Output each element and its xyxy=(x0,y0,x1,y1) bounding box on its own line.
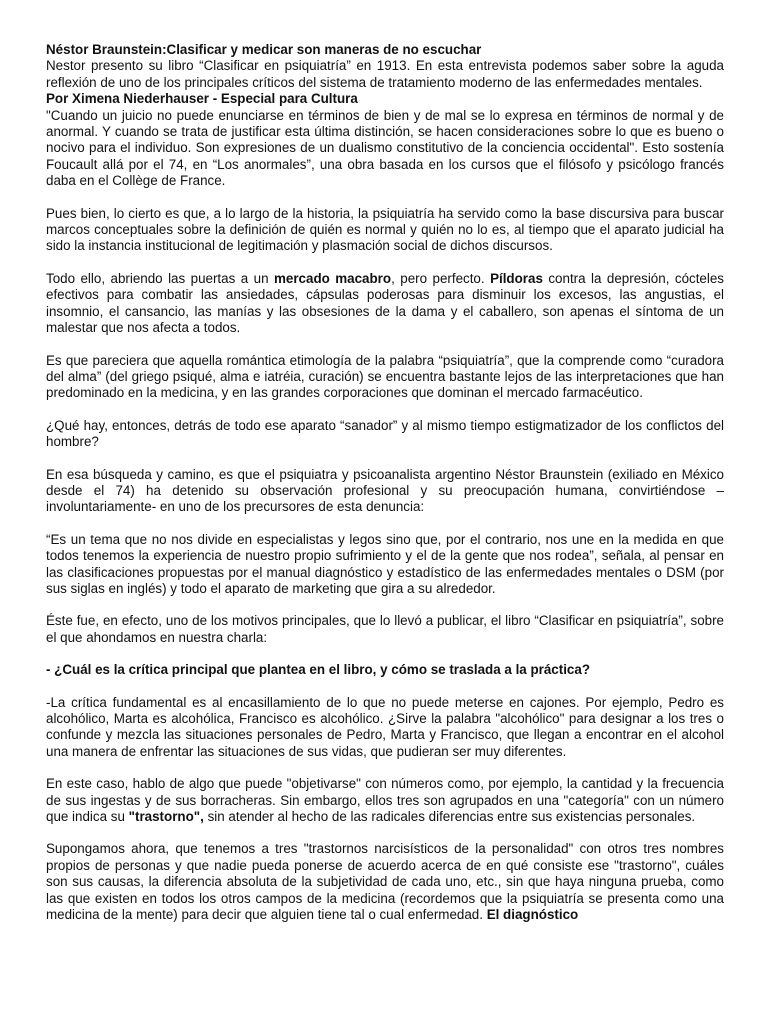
article-lead: Nestor presento su libro “Clasificar en psiquiatría” en 1913. En esta entrevista podemos saber sobre la aguda reflexión de uno de los principales críticos del sistema de tratamiento moderno de las enfermedades mentales. xyxy=(46,58,724,90)
text-run: sin atender al hecho de las radicales diferencias entre sus existencias personales. xyxy=(203,809,696,825)
bold-phrase: El diagnóstico xyxy=(486,907,579,923)
interview-question: - ¿Cuál es la crítica principal que plantea en el libro, y cómo se traslada a la práctica? xyxy=(46,662,591,678)
paragraph-etymology: Es que pareciera que aquella romántica etimología de la palabra “psiquiatría”, que la comprende como “curadora del alma” (del griego psiqué, alma e iatréia, curación) se encuentra bastante lejos de las interpretaciones que han predominado en la medicina, y en las grandes corporaciones que dominan el mercado farmacéutico. xyxy=(46,352,724,401)
bold-phrase: Píldoras xyxy=(490,270,543,286)
paragraph-braunstein-quote: “Es un tema que no nos divide en especialistas y legos sino que, por el contrario, nos une en la medida en que todos tenemos la experiencia de nuestro propio sufrimiento y el de la gente que nos rodea”, señala, al pensar en las clasificaciones propuestas por el manual diagnóstico y estadístico de las enfermedades mentales o DSM (por sus siglas en inglés) y todo el aparato de marketing que gira a su alrededor. xyxy=(46,531,724,596)
text-run: , pero perfecto. xyxy=(391,270,491,286)
article-title: Néstor Braunstein:Clasificar y medicar son maneras de no escuchar xyxy=(46,42,482,57)
paragraph-objectify xyxy=(46,776,724,825)
paragraph-question-healer: ¿Qué hay, entonces, detrás de todo ese aparato “sanador” y al mismo tiempo estigmatizador de los conflictos del hombre? xyxy=(46,417,724,450)
text-run: Todo ello, abriendo las puertas a un xyxy=(46,270,274,286)
paragraph-braunstein-intro: En esa búsqueda y camino, es que el psiquiatra y psicoanalista argentino Néstor Braunstein (exiliado en México desde el 74) ha detenido su observación profesional y su preocupación humana, convirtiéndose –involuntariamente- en uno de los precursores de esta denuncia: xyxy=(46,466,724,515)
paragraph-book-motive: Éste fue, en efecto, uno de los motivos principales, que lo llevó a publicar, el libro “Clasificar en psiquiatría”, sobre el que ahondamos en nuestra charla: xyxy=(46,613,724,645)
paragraph-macabre-market xyxy=(46,271,724,337)
text-run: Supongamos ahora, que tenemos a tres "trastornos narcisísticos de la personalidad" con otros tres nombres propios de personas y que nadie pueda ponerse de acuerdo acerca de en qué consiste ese "trastorno", cuáles son sus causas, la diferencia absoluta de la subjetividad de cada uno, etc., sin que haya ninguna prueba, como las que existen en todos los otros campos de la medicina (recordemos que la psiquiatría se presenta como una medicina de la mente) para decir que alguien tiene tal o cual enfermedad. xyxy=(46,841,724,923)
text-run: contra la depresión, cócteles efectivos para combatir las ansiedades, cápsulas poderosas para disminuir los excesos, las angustias, el insomnio, el cansancio, las manías y las obsesiones de la dama y el caballero, son apenas el síntoma de un malestar que nos afecta a todos. xyxy=(46,270,724,336)
text-run: En este caso, hablo de algo que puede "objetivarse" con números como, por ejemplo, la cantidad y la frecuencia de sus ingestas y de sus borracheras. Sin embargo, ellos tres son agrupados en una "categoría" con un número que indica su xyxy=(46,776,724,825)
paragraph-foucault-quote: "Cuando un juicio no puede enunciarse en términos de bien y de mal se lo expresa en términos de normal y de anormal. Y cuando se trata de justificar esta última distinción, se hacen consideraciones sobre lo que es bueno o nocivo para el individuo. Son expresiones de un dualismo constitutivo de la conciencia occidental". Esto sostenía Foucault allá por el 74, en “Los anormales”, una obra basada en los cursos que el filósofo y psicólogo francés daba en el Collège de France. xyxy=(46,107,724,189)
article-byline: Por Ximena Niederhauser - Especial para Cultura xyxy=(46,91,358,107)
paragraph-narcissistic-disorders xyxy=(46,841,724,923)
bold-phrase: "trastorno", xyxy=(128,809,204,825)
paragraph-psychiatry-history: Pues bien, lo cierto es que, a lo largo de la historia, la psiquiatría ha servido como la base discursiva para buscar marcos conceptuales sobre la definición de quién es normal y quién no lo es, al tiempo que el aparato judicial ha sido la instancia institucional de legitimación y plasmación social de dichos discursos. xyxy=(46,205,724,254)
bold-phrase: mercado macabro xyxy=(273,270,392,286)
paragraph-answer-categorization: -La crítica fundamental es al encasillamiento de lo que no puede meterse en cajones. Por ejemplo, Pedro es alcohólico, Marta es alcohólica, Francisco es alcohólico. ¿Sirve la palabra "alcohólico" para designar a los tres o confunde y mezcla las situaciones personales de Pedro, Marta y Francisco, que llegan a encontrar en el alcohol una manera de enfrentar las situaciones de sus vidas, que pudieran ser muy diferentes. xyxy=(46,694,724,759)
